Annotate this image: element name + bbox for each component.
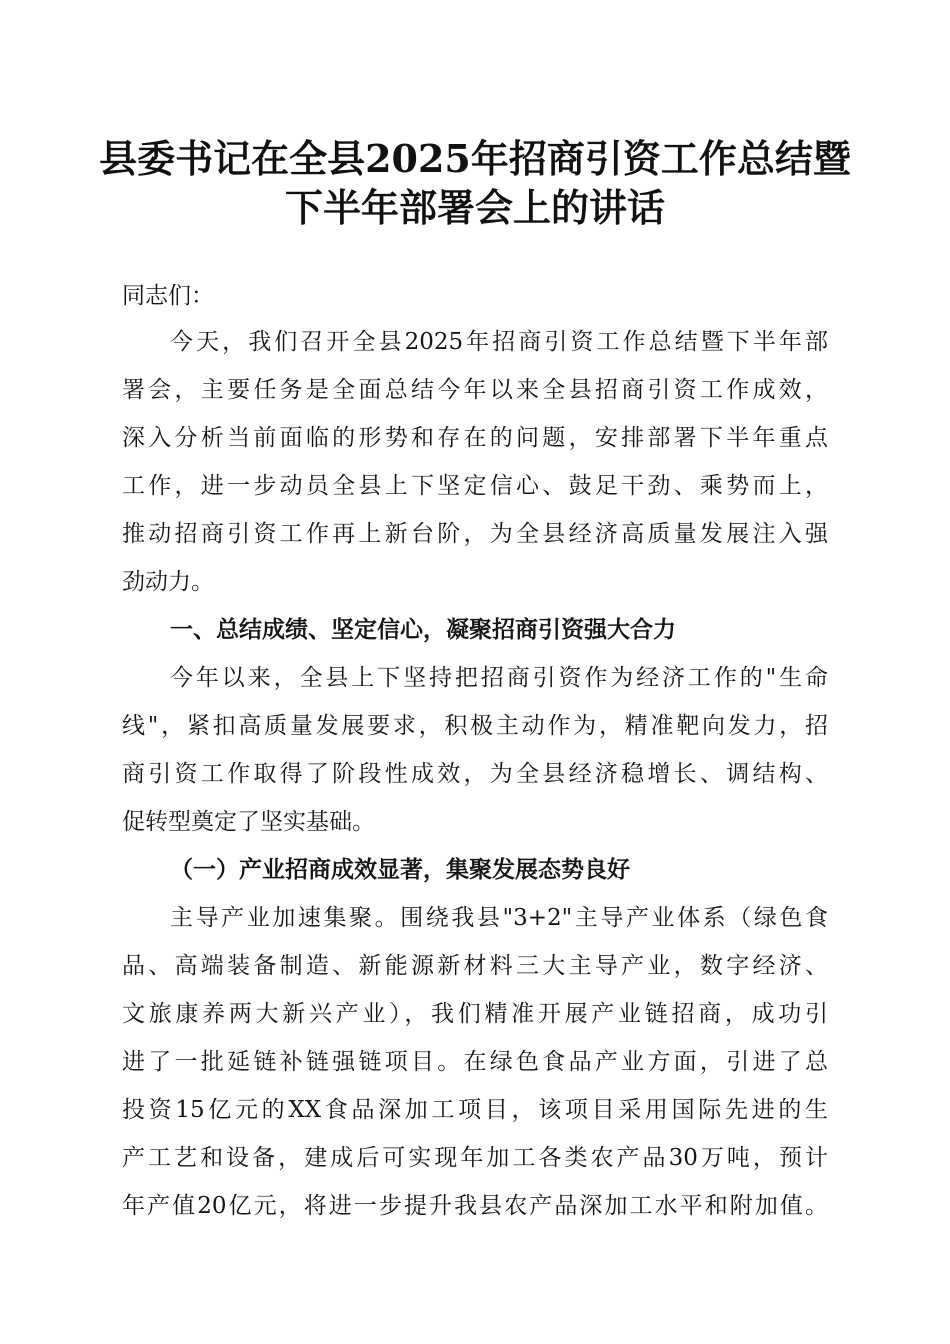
paragraph-line: 线"，紧扣高质量发展要求，积极主动作为，精准靶向发力，招	[122, 713, 828, 739]
document-title-line-2: 下半年部署会上的讲话	[284, 185, 665, 230]
paragraph-line: 今年以来，全县上下坚持把招商引资作为经济工作的"生命	[170, 665, 828, 691]
paragraph-line: 产工艺和设备，建成后可实现年加工各类农产品30万吨，预计	[122, 1145, 828, 1171]
paragraph-line: 工作，进一步动员全县上下坚定信心、鼓足干劲、乘势而上，	[122, 473, 828, 499]
paragraph-line: 商引资工作取得了阶段性成效，为全县经济稳增长、调结构、	[122, 761, 828, 787]
paragraph-line: 文旅康养两大新兴产业），我们精准开展产业链招商，成功引	[122, 1001, 828, 1027]
paragraph-line: 促转型奠定了坚实基础。	[122, 809, 375, 835]
paragraph-line: 投资15亿元的XX食品深加工项目，该项目采用国际先进的生	[122, 1097, 828, 1123]
paragraph-line: 品、高端装备制造、新能源新材料三大主导产业，数字经济、	[122, 953, 828, 979]
paragraph-line: 年产值20亿元，将进一步提升我县农产品深加工水平和附加值。	[122, 1193, 828, 1219]
section-heading: 一、总结成绩、坚定信心，凝聚招商引资强大合力	[170, 617, 676, 643]
paragraph-line: 进了一批延链补链强链项目。在绿色食品产业方面，引进了总	[122, 1049, 828, 1075]
paragraph-line: 署会，主要任务是全面总结今年以来全县招商引资工作成效，	[122, 377, 828, 403]
paragraph-line: 推动招商引资工作再上新台阶，为全县经济高质量发展注入强	[122, 521, 828, 547]
salutation: 同志们：	[122, 283, 214, 309]
document-title-line-1: 县委书记在全县2025年招商引资工作总结暨	[99, 136, 851, 181]
paragraph-line: 深入分析当前面临的形势和存在的问题，安排部署下半年重点	[122, 425, 828, 451]
paragraph-line: 今天，我们召开全县2025年招商引资工作总结暨下半年部	[170, 329, 828, 355]
paragraph-line: 主导产业加速集聚。围绕我县"3+2"主导产业体系（绿色食	[170, 905, 828, 931]
subsection-heading: （一）产业招商成效显著，集聚发展态势良好	[170, 856, 630, 883]
paragraph-line: 劲动力。	[122, 569, 214, 595]
